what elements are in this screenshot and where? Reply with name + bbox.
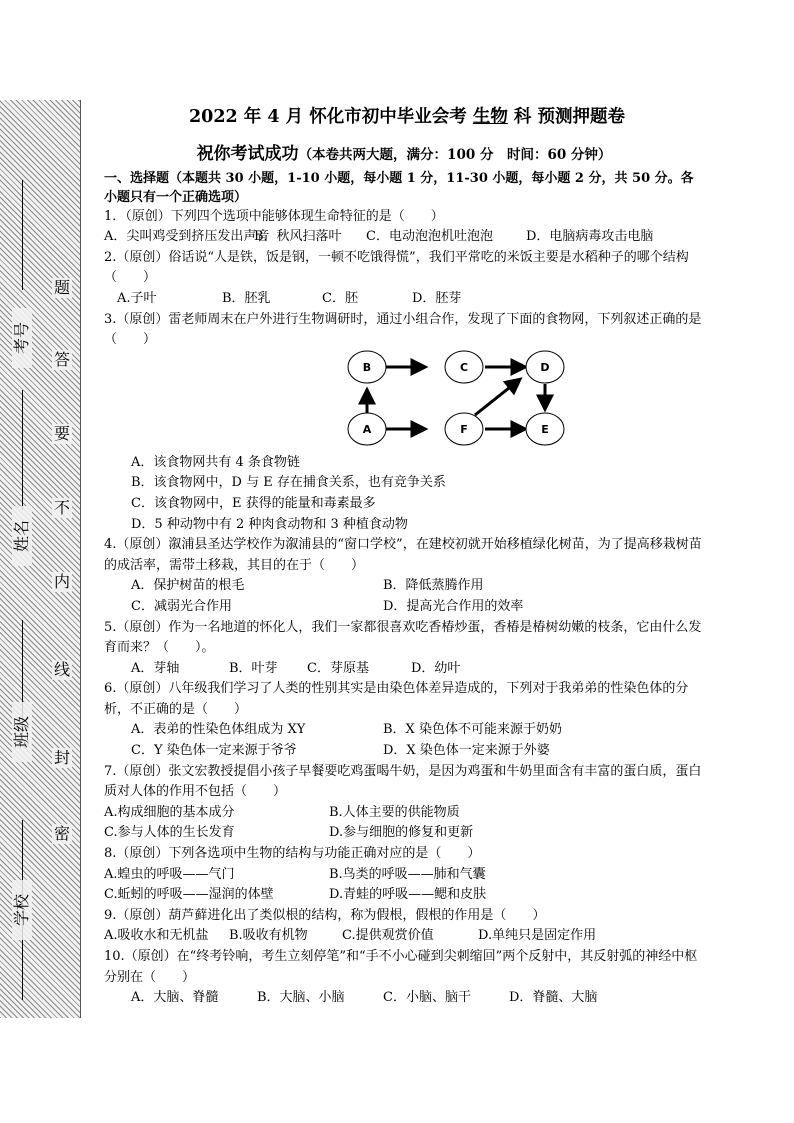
question-stem: 1．（原创）下列四个选项中能够体现生命特征的是（ ）: [104, 208, 444, 224]
option-list: [104, 453, 704, 535]
option-row: [104, 720, 704, 741]
option-b: B．大脑、小脑: [257, 990, 345, 1006]
option-row: [104, 227, 704, 248]
option-b: B．胚乳: [222, 290, 271, 306]
question-6: [104, 679, 704, 761]
option-row: [104, 988, 704, 1009]
option-row: [104, 741, 704, 762]
node-label-c: C: [459, 360, 469, 374]
question-7: [104, 762, 704, 844]
label-school: 学校: [12, 880, 32, 940]
option-row: [104, 659, 704, 680]
option-row: [104, 597, 704, 618]
option-row: [104, 823, 704, 844]
question-stem: 10.（原创）在“终考铃响，考生立刻停笔”和“手不小心碰到尖刺缩回”两个反射中，其反射弧的神经中枢分别在（ ）: [104, 949, 698, 985]
option-d: D．提高光合作用的效率: [383, 598, 524, 614]
title-subject: 生物: [472, 107, 508, 127]
option-b: B．叶芽: [229, 660, 278, 676]
question-5: [104, 618, 704, 680]
option-a: A．该食物网共有 4 条食物链: [131, 454, 300, 470]
option-c: C．胚: [322, 290, 358, 306]
option-b: B．该食物网中，D 与 E 存在捕食关系，也有竞争关系: [131, 475, 446, 491]
option-d: D．5 种动物中有 2 种肉食动物和 3 种植食动物: [131, 516, 408, 532]
option-a: A．表弟的性染色体组成为 XY: [131, 722, 306, 738]
question-1: [104, 207, 704, 248]
option-b: B.人体主要的供能物质: [329, 804, 460, 820]
node-label-d: D: [540, 360, 550, 374]
option-row: [104, 865, 704, 886]
option-a: A.吸收水和无机盐: [104, 928, 209, 944]
seal-char: 不: [53, 498, 70, 517]
node-label-e: E: [541, 422, 549, 436]
option-row: [104, 576, 704, 597]
option-c: C．芽原基: [307, 660, 369, 676]
section-heading: 一、选择题（本题共 30 小题，1-10 小题，每小题 1 分，11-30 小题，每小题 2 分，共 50 分。各小题只有一个正确选项）: [104, 170, 694, 205]
option-d: D．脊髓、大脑: [509, 990, 598, 1006]
option-c: C．Y 染色体一定来源于爷爷: [131, 743, 297, 759]
slogan: 祝你考试成功: [196, 144, 299, 164]
option-b: B．X 染色体不可能来源于奶奶: [383, 722, 562, 738]
food-web-diagram: [104, 351, 704, 453]
option-b: B．秋风扫落叶: [254, 229, 342, 245]
option-row: [104, 885, 704, 906]
option-a: A.蝗虫的呼吸——气门: [104, 866, 235, 882]
option-d: D．电脑病毒攻击电脑: [526, 229, 654, 245]
question-9: [104, 906, 704, 947]
title-suffix: 科 预测押题卷: [507, 107, 626, 127]
seal-char: 答: [53, 350, 70, 369]
option-d: D.单纯只是固定作用: [478, 928, 597, 944]
option-b: B.鸟类的呼吸——肺和气囊: [329, 866, 486, 882]
seal-char: 内: [53, 572, 70, 591]
page-title: [110, 104, 704, 130]
option-b: B．降低蒸腾作用: [383, 578, 484, 594]
seal-char: 封: [53, 748, 70, 767]
question-8: [104, 844, 704, 906]
exam-content: [104, 104, 704, 1009]
question-stem: 6.（原创）八年级我们学习了人类的性别其实是由染色体差异造成的，下列对于我弟弟的性染色体的分析，不正确的是（ ）: [104, 681, 689, 717]
option-a: A.构成细胞的基本成分: [104, 804, 235, 820]
title-prefix: 2022 年 4 月 怀化市初中毕业会考: [188, 107, 473, 127]
option-a: A．保护树苗的根毛: [131, 578, 245, 594]
option-d: D．幼叶: [411, 660, 461, 676]
question-stem: 5.（原创）作为一名地道的怀化人，我们一家都很喜欢吃香椿炒蛋，香椿是椿树幼嫩的枝条，它由什么发育而来？（ ）。: [104, 619, 702, 656]
exam-info: （本卷共两大题，满分：100 分 时间：60 分钟）: [298, 147, 612, 163]
option-d: D．胚芽: [412, 290, 462, 306]
node-label-a: A: [362, 422, 372, 436]
binding-strip: [0, 100, 81, 1018]
question-stem: 3.（原创）雷老师周末在户外进行生物调研时，通过小组合作，发现了下面的食物网，下列叙述正确的是（ ）: [104, 311, 702, 348]
question-10: [104, 947, 704, 1009]
option-row: [104, 926, 704, 947]
seal-char: 要: [53, 424, 70, 443]
binding-line: [22, 390, 23, 510]
question-stem: 8.（原创）下列各选项中生物的结构与功能正确对应的是（ ）: [104, 846, 481, 862]
seal-char: 题: [53, 278, 70, 297]
option-c: C．电动泡泡机吐泡泡: [366, 229, 493, 245]
option-row: [104, 803, 704, 824]
option-a: A．大脑、脊髓: [131, 990, 219, 1006]
question-4: [104, 535, 704, 617]
question-stem: 4.（原创）溆浦县圣达学校作为溆浦县的“窗口学校”，在建校初就开始移植绿化树苗，为了提高移栽树苗的成活率，需带土移栽，其目的在于（ ）: [104, 537, 702, 573]
option-a: A．芽轴: [131, 660, 180, 676]
option-d: D.青蛙的呼吸——鳃和皮肤: [329, 887, 487, 903]
option-c: C.参与人体的生长发育: [104, 825, 235, 841]
node-label-b: B: [362, 360, 372, 374]
question-2: [104, 248, 704, 310]
option-d: D.参与细胞的修复和更新: [329, 825, 474, 841]
binding-line: [22, 180, 23, 290]
option-d: D．X 染色体一定来源于外婆: [383, 743, 550, 759]
option-c: C．减弱光合作用: [131, 598, 232, 614]
option-row: [104, 289, 704, 310]
option-a: A.子叶: [117, 290, 157, 306]
seal-char: 线: [53, 660, 70, 679]
question-3: [104, 310, 704, 536]
page-subtitle: [104, 144, 704, 166]
label-class: 班级: [12, 702, 32, 762]
seal-char: 密: [53, 824, 70, 843]
option-c: C．该食物网中，E 获得的能量和毒素最多: [131, 495, 376, 511]
question-stem: 9.（原创）葫芦藓进化出了类似根的结构，称为假根，假根的作用是（ ）: [104, 907, 546, 923]
option-c: C.提供观赏价值: [342, 928, 434, 944]
option-a: A．尖叫鸡受到挤压发出声音: [104, 229, 270, 245]
option-c: C.蚯蚓的呼吸——湿润的体壁: [104, 887, 274, 903]
food-web-svg: [344, 347, 574, 451]
arrow-f-d: [475, 380, 519, 415]
question-stem: 7.（原创）张文宏教授提倡小孩子早餐要吃鸡蛋喝牛奶，是因为鸡蛋和牛奶里面含有丰富的蛋白质，蛋白质对人体的作用不包括（ ）: [104, 763, 702, 800]
label-exam-number: 考号: [12, 308, 32, 368]
node-label-f: F: [460, 422, 468, 436]
label-name: 姓名: [12, 506, 32, 566]
question-stem: 2.（原创）俗话说“人是铁，饭是钢，一顿不吃饿得慌”，我们平常吃的米饭主要是水稻种子的哪个结构（ ）: [104, 249, 689, 286]
option-c: C．小脑、脑干: [383, 990, 471, 1006]
option-b: B.吸收有机物: [229, 928, 308, 944]
